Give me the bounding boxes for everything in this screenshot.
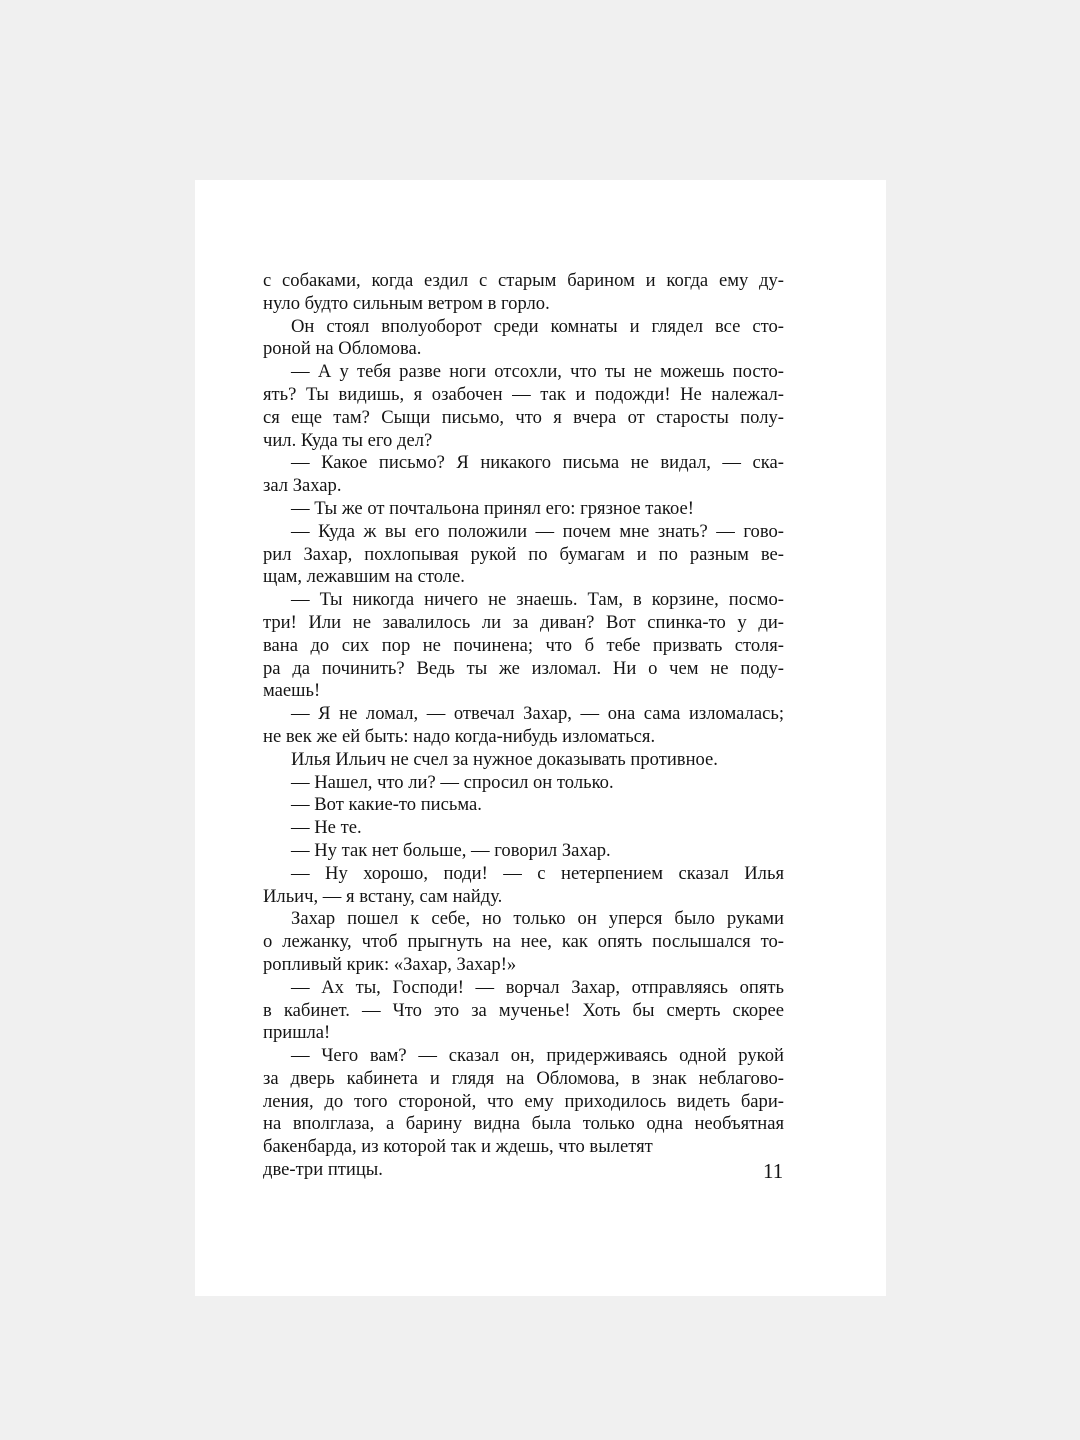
text-line: бакенбарда, из которой так и ждешь, что вылетят: [263, 1136, 653, 1158]
text-line: — Чего вам? — сказал он, придерживаясь одной рукой: [291, 1045, 784, 1067]
text-line: — Ты же от почтальона принял его: грязное такое!: [291, 497, 694, 519]
text-line: Илья Ильич не счел за нужное доказывать противное.: [291, 748, 718, 770]
text-line: Ильич, — я встану, сам найду.: [263, 885, 503, 907]
text-line: — Не те.: [291, 817, 362, 839]
text-line: роной на Обломова.: [263, 338, 422, 360]
text-line: чил. Куда ты его дел?: [263, 429, 433, 451]
text-line: с собаками, когда ездил с старым барином и когда ему ду-: [263, 270, 784, 291]
text-line: рил Захар, похлопывая рукой по бумагам и по разным ве-: [263, 543, 784, 565]
page-number: 11: [763, 1159, 784, 1183]
text-line: ропливый крик: «Захар, Захар!»: [263, 953, 517, 975]
text-line: — Ну так нет больше, — говорил Захар.: [291, 839, 611, 861]
text-line: зал Захар.: [263, 475, 342, 497]
text-line: — Ах ты, Господи! — ворчал Захар, отправляясь опять: [291, 976, 784, 998]
text-line: нуло будто сильным ветром в горло.: [263, 292, 550, 314]
text-line: — Вот какие-то письма.: [291, 794, 482, 816]
text-line: три! Или не завалилось ли за диван? Вот спинка-то у ди-: [263, 611, 784, 633]
text-line: о лежанку, чтоб прыгнуть на нее, как опять послышался то-: [263, 931, 784, 953]
text-line: ления, до того стороной, что ему приходилось видеть бари-: [263, 1090, 784, 1112]
text-line: на вполглаза, а барину видна была только одна необъятная: [263, 1113, 784, 1135]
text-line: две-три птицы.: [263, 1159, 383, 1181]
book-page: [195, 180, 886, 1296]
page-text: [263, 270, 784, 1182]
text-line: маешь!: [263, 680, 321, 702]
text-line: — Ты никогда ничего не знаешь. Там, в корзине, посмо-: [291, 589, 784, 611]
text-line: ра да починить? Ведь ты же изломал. Ни о чем не поду-: [263, 657, 784, 679]
text-line: щам, лежавшим на столе.: [263, 566, 465, 588]
text-line: Захар пошел к себе, но только он уперся было руками: [291, 908, 784, 930]
text-line: — Ну хорошо, поди! — с нетерпением сказал Илья: [291, 862, 784, 884]
text-line: — А у тебя разве ноги отсохли, что ты не можешь посто-: [291, 361, 784, 383]
text-line: вана до сих пор не починена; что б тебе призвать столя-: [263, 634, 784, 656]
text-line: — Какое письмо? Я никакого письма не видал, — ска-: [291, 452, 784, 474]
text-line: пришла!: [263, 1022, 331, 1044]
text-line: ять? Ты видишь, я озабочен — так и подожди! Не належал-: [263, 383, 784, 405]
text-line: не век же ей быть: надо когда-нибудь изломаться.: [263, 725, 656, 747]
text-line: — Я не ломал, — отвечал Захар, — она сама изломалась;: [291, 703, 784, 725]
text-line: ся еще там? Сыщи письмо, что я вчера от старосты полу-: [263, 406, 784, 428]
text-line: за дверь кабинета и глядя на Обломова, в знак неблагово-: [263, 1067, 784, 1089]
text-line: в кабинет. — Что это за мученье! Хоть бы смерть скорее: [263, 999, 784, 1021]
text-line: Он стоял вполуоборот среди комнаты и глядел все сто-: [291, 315, 784, 337]
text-line: — Нашел, что ли? — спросил он только.: [291, 771, 614, 793]
text-line: — Куда ж вы его положили — почем мне знать? — гово-: [291, 520, 784, 542]
